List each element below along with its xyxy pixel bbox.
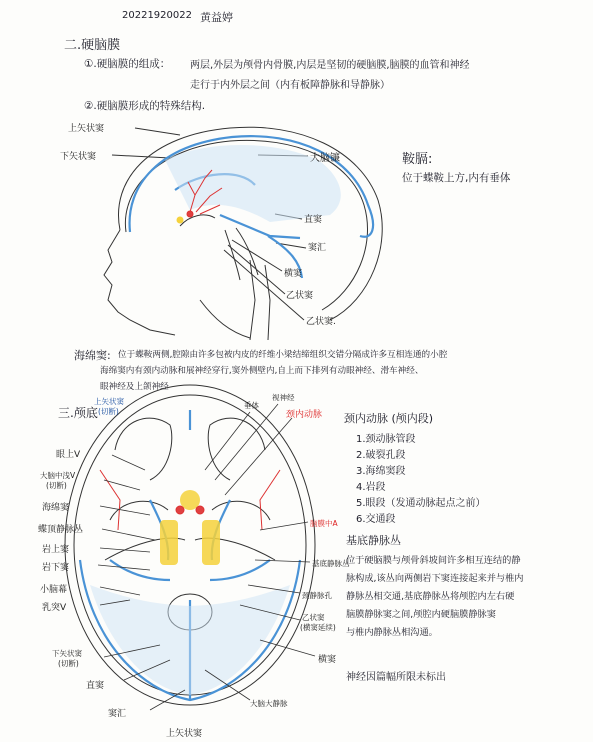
label-inferior-sagittal-sinus-cut-note: (切断): [58, 659, 79, 668]
label-sup-sag-sinus-cut: 上矢状窦: [94, 397, 124, 406]
basilar-plexus-line5: 与椎内静脉丛相沟通。: [346, 627, 438, 638]
basilar-plexus-line2: 脉构成,该丛向两侧岩下窦连接起来并与椎内: [346, 573, 524, 584]
label-superior-sagittal-sinus: 上矢状窦: [68, 124, 105, 134]
section-title-skull-base: 三.颅底: [58, 406, 98, 420]
label-superior-sagittal-sinus-base: 上矢状窦: [166, 729, 203, 739]
dura-structures-heading: ②.硬脑膜形成的特殊结构.: [84, 100, 206, 112]
label-sigmoid-sinus-base: 乙状窦: [302, 613, 325, 622]
dura-composition-line2: 走行于内外层之间（内有板障静脉和导静脉）: [190, 80, 390, 91]
skull-base-yellow-nerves: [160, 490, 220, 565]
label-cerebellar-tentorium: 小脑幕: [40, 585, 68, 595]
label-sigmoid-sinus-2: 乙状窦.: [306, 317, 336, 327]
label-middle-meningeal-artery: 脑膜中A: [310, 519, 338, 528]
label-straight-sinus-base: 直窦: [86, 681, 105, 691]
ica-segment-4: 4.岩段: [356, 482, 386, 493]
label-hypophysis: 垂体: [244, 401, 259, 410]
label-jugular-foramen: 颈静脉孔: [302, 591, 332, 600]
label-transverse-sinus-base: 横窦: [318, 655, 337, 665]
label-confluence-base: 窦汇: [108, 709, 127, 719]
label-cavernous-sinus: 海绵窦: [42, 503, 70, 513]
label-great-cerebral-vein: 大脑大静脉: [250, 699, 288, 708]
student-id: 20221920022: [122, 10, 192, 21]
sagittal-yellow: [177, 217, 184, 224]
cavernous-sinus-line2: 海绵窦内有颈内动脉和展神经穿行,窦外侧壁内,自上而下排列有动眼神经、滑车神经、: [100, 366, 424, 376]
dura-composition-label: ①.硬脑膜的组成：: [84, 58, 171, 70]
ica-segment-2: 2.破裂孔段: [356, 450, 406, 461]
label-superficial-middle-cerebral-vein-note: (切断): [46, 481, 67, 490]
ica-segment-6: 6.交通段: [356, 514, 396, 525]
ica-segment-1: 1.颈动脉管段: [356, 434, 416, 445]
ica-segments-title: 颈内动脉 (颅内段): [344, 412, 434, 425]
footnote-nerves: 神经因篇幅所限未标出: [346, 672, 446, 683]
label-sphenoparietal-sinus: 蝶顶静脉丛: [38, 525, 84, 535]
label-optic-nerve: 视神经: [272, 393, 295, 402]
basilar-plexus-line1: 位于硬脑膜与颅骨斜坡间许多相互连结的静: [346, 555, 521, 566]
label-sigmoid-sinus: 乙状窦: [286, 291, 314, 301]
ica-segment-3: 3.海绵窦段: [356, 466, 406, 477]
basilar-plexus-line4: 脑膜静脉窦之间,颅腔内硬脑膜静脉窦: [346, 609, 496, 620]
label-mastoid-vein: 乳突V: [42, 603, 67, 613]
label-internal-carotid-artery: 颈内动脉: [286, 410, 323, 420]
cavernous-sinus-label: 海绵窦:: [74, 349, 111, 362]
label-basilar-venous-plexus: 基底静脉丛: [312, 559, 350, 568]
label-confluence: 窦汇: [308, 243, 327, 253]
label-superficial-middle-cerebral-vein: 大脑中浅V: [40, 471, 76, 480]
cavernous-sinus-line3: 眼神经及上颌神经: [100, 382, 169, 392]
basilar-plexus-line3: 静脉丛相交通,基底静脉丛将颅腔内左右硬: [346, 591, 515, 602]
section-title-dura: 二.硬脑膜: [64, 38, 121, 53]
student-name: 黄益婷: [200, 11, 233, 24]
sellar-diaphragm-title: 鞍膈:: [402, 152, 433, 167]
label-inferior-petrosal-sinus: 岩下窦: [42, 563, 70, 573]
ica-segment-5: 5.眼段（发通动脉起点之前）: [356, 498, 486, 509]
sellar-diaphragm-text: 位于蝶鞍上方,内有垂体: [402, 172, 511, 184]
label-inferior-sagittal-sinus: 下矢状窦: [60, 152, 97, 162]
label-transverse-sinus: 横窦: [284, 269, 303, 279]
label-inferior-sagittal-sinus-cut: 下矢状窦: [52, 649, 82, 658]
label-straight-sinus: 直窦: [304, 215, 323, 225]
label-sigmoid-sinus-base-note: (横窦延续): [300, 623, 336, 632]
label-ophthalmic-vein: 眼上V: [56, 450, 81, 460]
label-superior-petrosal-sinus: 岩上窦: [42, 545, 70, 555]
label-falx-cerebri: 大脑镰: [310, 153, 340, 164]
basilar-plexus-title: 基底静脉丛: [346, 534, 401, 547]
label-sup-sag-sinus-cut-note: (切断): [98, 407, 119, 416]
cavernous-sinus-line1: 位于蝶鞍两侧,腔隙由许多包被内皮的纤维小梁结缔组织交错分隔成许多互相连通的小腔: [118, 350, 448, 360]
dura-composition-line1: 两层,外层为颅骨内骨膜,内层是坚韧的硬脑膜,脑膜的血管和神经: [190, 60, 470, 71]
